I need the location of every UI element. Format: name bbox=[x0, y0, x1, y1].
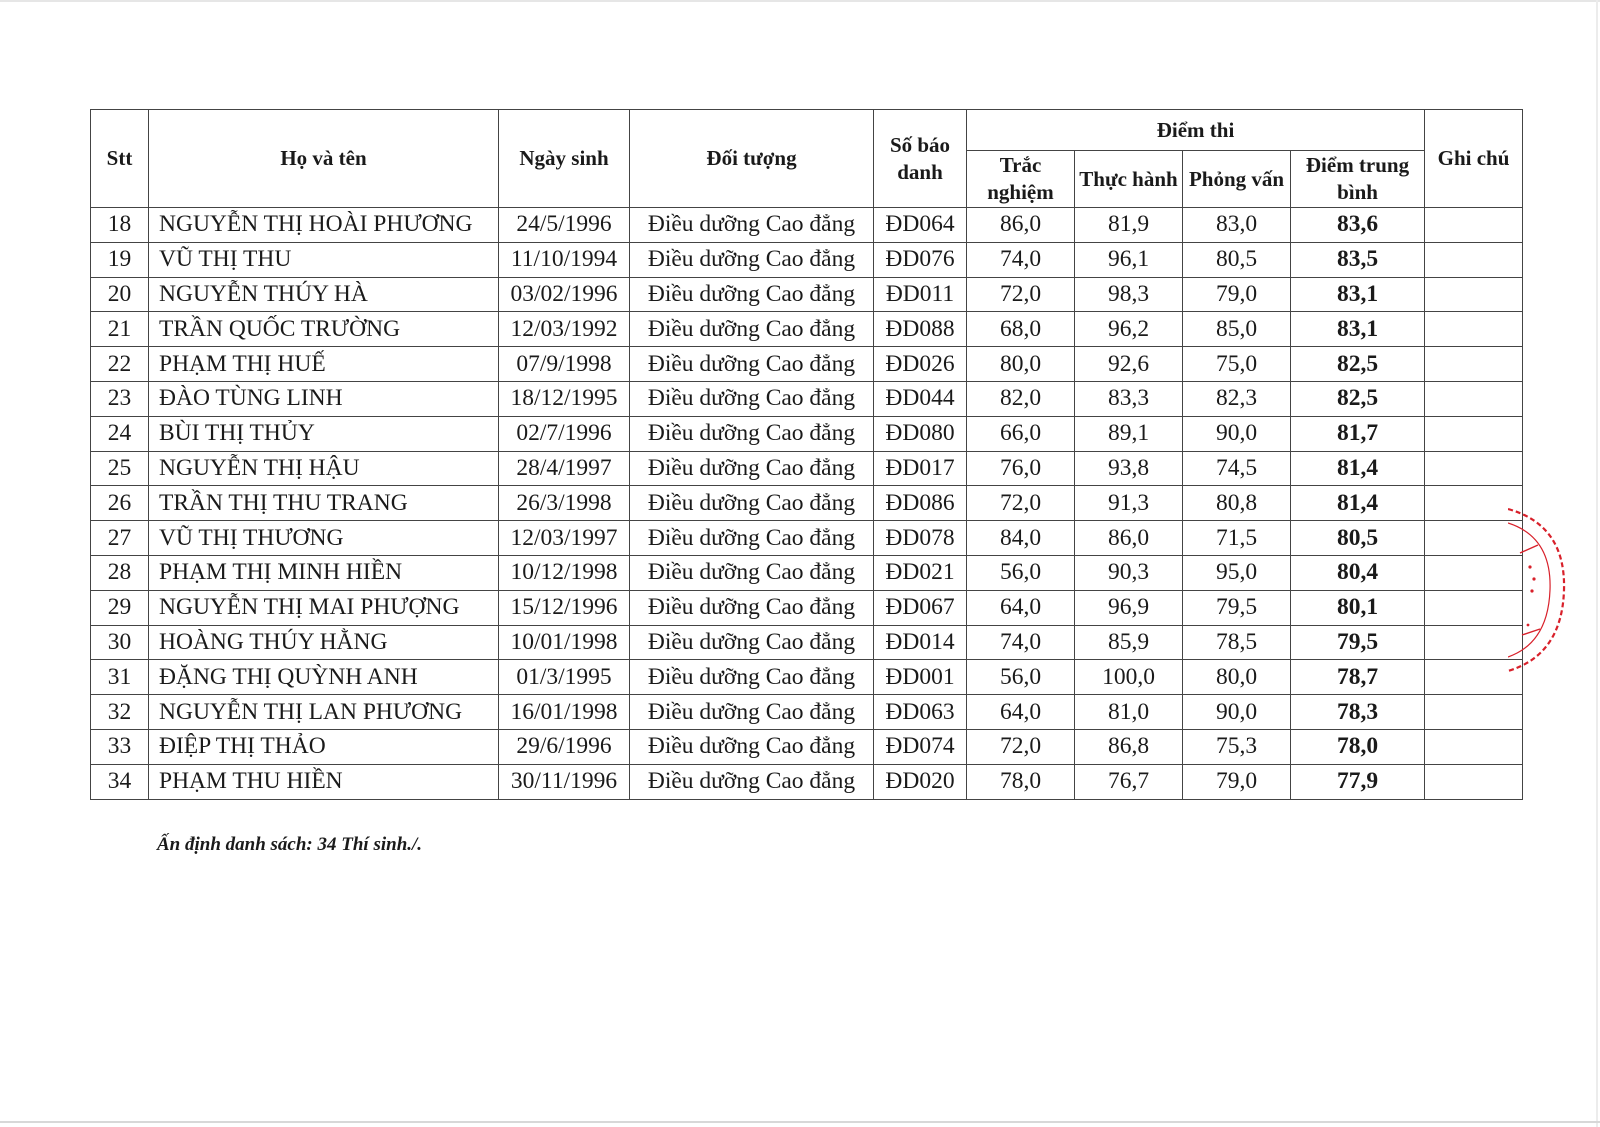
cell-stt: 25 bbox=[91, 451, 149, 486]
header-trac-nghiem: Trắc nghiệm bbox=[967, 151, 1075, 208]
header-name: Họ và tên bbox=[149, 110, 499, 208]
cell-name: ĐIỆP THỊ THẢO bbox=[149, 729, 499, 764]
cell-group: Điều dưỡng Cao đẳng bbox=[630, 312, 874, 347]
cell-name: PHẠM THỊ MINH HIỀN bbox=[149, 555, 499, 590]
cell-phong-van: 74,5 bbox=[1183, 451, 1291, 486]
cell-trac-nghiem: 56,0 bbox=[967, 660, 1075, 695]
cell-note bbox=[1425, 416, 1523, 451]
cell-phong-van: 75,0 bbox=[1183, 347, 1291, 382]
cell-dob: 24/5/1996 bbox=[499, 208, 630, 243]
cell-stt: 21 bbox=[91, 312, 149, 347]
cell-group: Điều dưỡng Cao đẳng bbox=[630, 729, 874, 764]
cell-phong-van: 80,5 bbox=[1183, 242, 1291, 277]
cell-phong-van: 82,3 bbox=[1183, 381, 1291, 416]
table-row bbox=[91, 242, 1523, 277]
cell-sbd: ĐD063 bbox=[874, 695, 967, 730]
cell-dob: 10/12/1998 bbox=[499, 555, 630, 590]
header-diem-tb: Điểm trung bình bbox=[1291, 151, 1425, 208]
cell-trac-nghiem: 64,0 bbox=[967, 695, 1075, 730]
cell-group: Điều dưỡng Cao đẳng bbox=[630, 555, 874, 590]
header-thuc-hanh: Thực hành bbox=[1075, 151, 1183, 208]
cell-trac-nghiem: 72,0 bbox=[967, 729, 1075, 764]
cell-name: ĐÀO TÙNG LINH bbox=[149, 381, 499, 416]
cell-thuc-hanh: 96,2 bbox=[1075, 312, 1183, 347]
cell-trac-nghiem: 78,0 bbox=[967, 764, 1075, 799]
cell-thuc-hanh: 98,3 bbox=[1075, 277, 1183, 312]
cell-stt: 24 bbox=[91, 416, 149, 451]
cell-stt: 30 bbox=[91, 625, 149, 660]
cell-dob: 28/4/1997 bbox=[499, 451, 630, 486]
cell-sbd: ĐD014 bbox=[874, 625, 967, 660]
cell-phong-van: 83,0 bbox=[1183, 208, 1291, 243]
table-row bbox=[91, 521, 1523, 556]
cell-diem-tb: 78,7 bbox=[1291, 660, 1425, 695]
cell-sbd: ĐD088 bbox=[874, 312, 967, 347]
header-stt: Stt bbox=[91, 110, 149, 208]
cell-sbd: ĐD067 bbox=[874, 590, 967, 625]
table-row bbox=[91, 208, 1523, 243]
table-row bbox=[91, 555, 1523, 590]
cell-group: Điều dưỡng Cao đẳng bbox=[630, 347, 874, 382]
table-row bbox=[91, 312, 1523, 347]
header-scores: Điểm thi bbox=[967, 110, 1425, 151]
cell-group: Điều dưỡng Cao đẳng bbox=[630, 764, 874, 799]
cell-stt: 31 bbox=[91, 660, 149, 695]
cell-group: Điều dưỡng Cao đẳng bbox=[630, 242, 874, 277]
cell-dob: 10/01/1998 bbox=[499, 625, 630, 660]
cell-phong-van: 80,8 bbox=[1183, 486, 1291, 521]
cell-name: PHẠM THU HIỀN bbox=[149, 764, 499, 799]
header-sbd: Số báo danh bbox=[874, 110, 967, 208]
cell-sbd: ĐD076 bbox=[874, 242, 967, 277]
cell-dob: 01/3/1995 bbox=[499, 660, 630, 695]
cell-diem-tb: 82,5 bbox=[1291, 347, 1425, 382]
cell-sbd: ĐD026 bbox=[874, 347, 967, 382]
cell-stt: 26 bbox=[91, 486, 149, 521]
cell-dob: 12/03/1992 bbox=[499, 312, 630, 347]
cell-group: Điều dưỡng Cao đẳng bbox=[630, 625, 874, 660]
cell-diem-tb: 83,5 bbox=[1291, 242, 1425, 277]
cell-trac-nghiem: 72,0 bbox=[967, 277, 1075, 312]
cell-diem-tb: 83,6 bbox=[1291, 208, 1425, 243]
cell-sbd: ĐD020 bbox=[874, 764, 967, 799]
cell-phong-van: 78,5 bbox=[1183, 625, 1291, 660]
cell-thuc-hanh: 86,8 bbox=[1075, 729, 1183, 764]
cell-dob: 18/12/1995 bbox=[499, 381, 630, 416]
cell-sbd: ĐD064 bbox=[874, 208, 967, 243]
cell-phong-van: 90,0 bbox=[1183, 416, 1291, 451]
cell-diem-tb: 82,5 bbox=[1291, 381, 1425, 416]
cell-thuc-hanh: 100,0 bbox=[1075, 660, 1183, 695]
cell-group: Điều dưỡng Cao đẳng bbox=[630, 277, 874, 312]
cell-name: TRẦN QUỐC TRƯỜNG bbox=[149, 312, 499, 347]
cell-thuc-hanh: 89,1 bbox=[1075, 416, 1183, 451]
cell-thuc-hanh: 81,0 bbox=[1075, 695, 1183, 730]
cell-trac-nghiem: 74,0 bbox=[967, 625, 1075, 660]
cell-stt: 18 bbox=[91, 208, 149, 243]
cell-trac-nghiem: 82,0 bbox=[967, 381, 1075, 416]
cell-group: Điều dưỡng Cao đẳng bbox=[630, 521, 874, 556]
cell-diem-tb: 77,9 bbox=[1291, 764, 1425, 799]
cell-diem-tb: 83,1 bbox=[1291, 277, 1425, 312]
table-row bbox=[91, 764, 1523, 799]
cell-dob: 29/6/1996 bbox=[499, 729, 630, 764]
cell-diem-tb: 83,1 bbox=[1291, 312, 1425, 347]
cell-stt: 29 bbox=[91, 590, 149, 625]
cell-sbd: ĐD086 bbox=[874, 486, 967, 521]
cell-thuc-hanh: 90,3 bbox=[1075, 555, 1183, 590]
cell-stt: 34 bbox=[91, 764, 149, 799]
cell-thuc-hanh: 91,3 bbox=[1075, 486, 1183, 521]
cell-name: NGUYỄN THỊ HẬU bbox=[149, 451, 499, 486]
cell-diem-tb: 80,4 bbox=[1291, 555, 1425, 590]
cell-dob: 11/10/1994 bbox=[499, 242, 630, 277]
header-dob: Ngày sinh bbox=[499, 110, 630, 208]
cell-sbd: ĐD074 bbox=[874, 729, 967, 764]
cell-diem-tb: 81,4 bbox=[1291, 486, 1425, 521]
header-group: Đối tượng bbox=[630, 110, 874, 208]
cell-trac-nghiem: 86,0 bbox=[967, 208, 1075, 243]
cell-phong-van: 75,3 bbox=[1183, 729, 1291, 764]
cell-name: ĐẶNG THỊ QUỲNH ANH bbox=[149, 660, 499, 695]
cell-name: VŨ THỊ THƯƠNG bbox=[149, 521, 499, 556]
cell-note bbox=[1425, 277, 1523, 312]
cell-trac-nghiem: 74,0 bbox=[967, 242, 1075, 277]
cell-dob: 30/11/1996 bbox=[499, 764, 630, 799]
table-row bbox=[91, 277, 1523, 312]
cell-stt: 20 bbox=[91, 277, 149, 312]
cell-stt: 33 bbox=[91, 729, 149, 764]
cell-name: VŨ THỊ THU bbox=[149, 242, 499, 277]
cell-stt: 32 bbox=[91, 695, 149, 730]
cell-trac-nghiem: 56,0 bbox=[967, 555, 1075, 590]
cell-phong-van: 80,0 bbox=[1183, 660, 1291, 695]
cell-note bbox=[1425, 242, 1523, 277]
table-row bbox=[91, 729, 1523, 764]
table-row bbox=[91, 381, 1523, 416]
cell-thuc-hanh: 96,9 bbox=[1075, 590, 1183, 625]
cell-thuc-hanh: 86,0 bbox=[1075, 521, 1183, 556]
cell-dob: 02/7/1996 bbox=[499, 416, 630, 451]
cell-name: PHẠM THỊ HUẾ bbox=[149, 347, 499, 382]
cell-stt: 27 bbox=[91, 521, 149, 556]
cell-name: NGUYỄN THÚY HÀ bbox=[149, 277, 499, 312]
table-row bbox=[91, 347, 1523, 382]
cell-trac-nghiem: 64,0 bbox=[967, 590, 1075, 625]
table-row bbox=[91, 625, 1523, 660]
scan-edge-right bbox=[1596, 0, 1598, 1127]
header-note: Ghi chú bbox=[1425, 110, 1523, 208]
cell-group: Điều dưỡng Cao đẳng bbox=[630, 416, 874, 451]
cell-group: Điều dưỡng Cao đẳng bbox=[630, 660, 874, 695]
cell-phong-van: 95,0 bbox=[1183, 555, 1291, 590]
cell-name: TRẦN THỊ THU TRANG bbox=[149, 486, 499, 521]
cell-stt: 22 bbox=[91, 347, 149, 382]
cell-name: HOÀNG THÚY HẰNG bbox=[149, 625, 499, 660]
cell-note bbox=[1425, 695, 1523, 730]
cell-dob: 26/3/1998 bbox=[499, 486, 630, 521]
cell-group: Điều dưỡng Cao đẳng bbox=[630, 208, 874, 243]
cell-name: NGUYỄN THỊ MAI PHƯỢNG bbox=[149, 590, 499, 625]
cell-trac-nghiem: 68,0 bbox=[967, 312, 1075, 347]
cell-name: NGUYỄN THỊ LAN PHƯƠNG bbox=[149, 695, 499, 730]
table-row bbox=[91, 451, 1523, 486]
table-row bbox=[91, 486, 1523, 521]
cell-note bbox=[1425, 451, 1523, 486]
cell-diem-tb: 81,4 bbox=[1291, 451, 1425, 486]
cell-stt: 28 bbox=[91, 555, 149, 590]
cell-dob: 12/03/1997 bbox=[499, 521, 630, 556]
cell-stt: 19 bbox=[91, 242, 149, 277]
cell-sbd: ĐD021 bbox=[874, 555, 967, 590]
cell-name: NGUYỄN THỊ HOÀI PHƯƠNG bbox=[149, 208, 499, 243]
cell-phong-van: 79,0 bbox=[1183, 277, 1291, 312]
table-row bbox=[91, 590, 1523, 625]
cell-diem-tb: 80,1 bbox=[1291, 590, 1425, 625]
cell-note bbox=[1425, 729, 1523, 764]
cell-thuc-hanh: 81,9 bbox=[1075, 208, 1183, 243]
cell-diem-tb: 79,5 bbox=[1291, 625, 1425, 660]
scan-edge-bottom bbox=[0, 1121, 1600, 1123]
cell-sbd: ĐD011 bbox=[874, 277, 967, 312]
cell-phong-van: 85,0 bbox=[1183, 312, 1291, 347]
cell-group: Điều dưỡng Cao đẳng bbox=[630, 486, 874, 521]
cell-phong-van: 79,0 bbox=[1183, 764, 1291, 799]
cell-group: Điều dưỡng Cao đẳng bbox=[630, 381, 874, 416]
cell-sbd: ĐD044 bbox=[874, 381, 967, 416]
scan-edge-top bbox=[0, 0, 1600, 2]
cell-thuc-hanh: 96,1 bbox=[1075, 242, 1183, 277]
cell-thuc-hanh: 76,7 bbox=[1075, 764, 1183, 799]
cell-phong-van: 71,5 bbox=[1183, 521, 1291, 556]
cell-dob: 07/9/1998 bbox=[499, 347, 630, 382]
cell-dob: 03/02/1996 bbox=[499, 277, 630, 312]
cell-phong-van: 79,5 bbox=[1183, 590, 1291, 625]
red-seal-stamp bbox=[1508, 505, 1572, 675]
table-header bbox=[91, 110, 1523, 208]
table-body bbox=[91, 208, 1523, 800]
cell-thuc-hanh: 93,8 bbox=[1075, 451, 1183, 486]
header-phong-van: Phỏng vấn bbox=[1183, 151, 1291, 208]
cell-trac-nghiem: 80,0 bbox=[967, 347, 1075, 382]
cell-dob: 16/01/1998 bbox=[499, 695, 630, 730]
cell-thuc-hanh: 85,9 bbox=[1075, 625, 1183, 660]
cell-note bbox=[1425, 381, 1523, 416]
cell-trac-nghiem: 66,0 bbox=[967, 416, 1075, 451]
cell-stt: 23 bbox=[91, 381, 149, 416]
cell-sbd: ĐD078 bbox=[874, 521, 967, 556]
table-row bbox=[91, 695, 1523, 730]
cell-trac-nghiem: 72,0 bbox=[967, 486, 1075, 521]
cell-sbd: ĐD017 bbox=[874, 451, 967, 486]
cell-diem-tb: 78,3 bbox=[1291, 695, 1425, 730]
cell-dob: 15/12/1996 bbox=[499, 590, 630, 625]
cell-trac-nghiem: 84,0 bbox=[967, 521, 1075, 556]
cell-diem-tb: 80,5 bbox=[1291, 521, 1425, 556]
cell-sbd: ĐD080 bbox=[874, 416, 967, 451]
cell-group: Điều dưỡng Cao đẳng bbox=[630, 695, 874, 730]
cell-note bbox=[1425, 312, 1523, 347]
table-row bbox=[91, 660, 1523, 695]
cell-group: Điều dưỡng Cao đẳng bbox=[630, 451, 874, 486]
table-row bbox=[91, 416, 1523, 451]
cell-phong-van: 90,0 bbox=[1183, 695, 1291, 730]
cell-note bbox=[1425, 208, 1523, 243]
cell-sbd: ĐD001 bbox=[874, 660, 967, 695]
footer-note: Ấn định danh sách: 34 Thí sinh./. bbox=[157, 834, 423, 855]
cell-note bbox=[1425, 764, 1523, 799]
cell-trac-nghiem: 76,0 bbox=[967, 451, 1075, 486]
cell-name: BÙI THỊ THỦY bbox=[149, 416, 499, 451]
cell-note bbox=[1425, 347, 1523, 382]
cell-diem-tb: 81,7 bbox=[1291, 416, 1425, 451]
cell-thuc-hanh: 83,3 bbox=[1075, 381, 1183, 416]
results-table bbox=[90, 109, 1523, 800]
cell-group: Điều dưỡng Cao đẳng bbox=[630, 590, 874, 625]
cell-diem-tb: 78,0 bbox=[1291, 729, 1425, 764]
cell-thuc-hanh: 92,6 bbox=[1075, 347, 1183, 382]
